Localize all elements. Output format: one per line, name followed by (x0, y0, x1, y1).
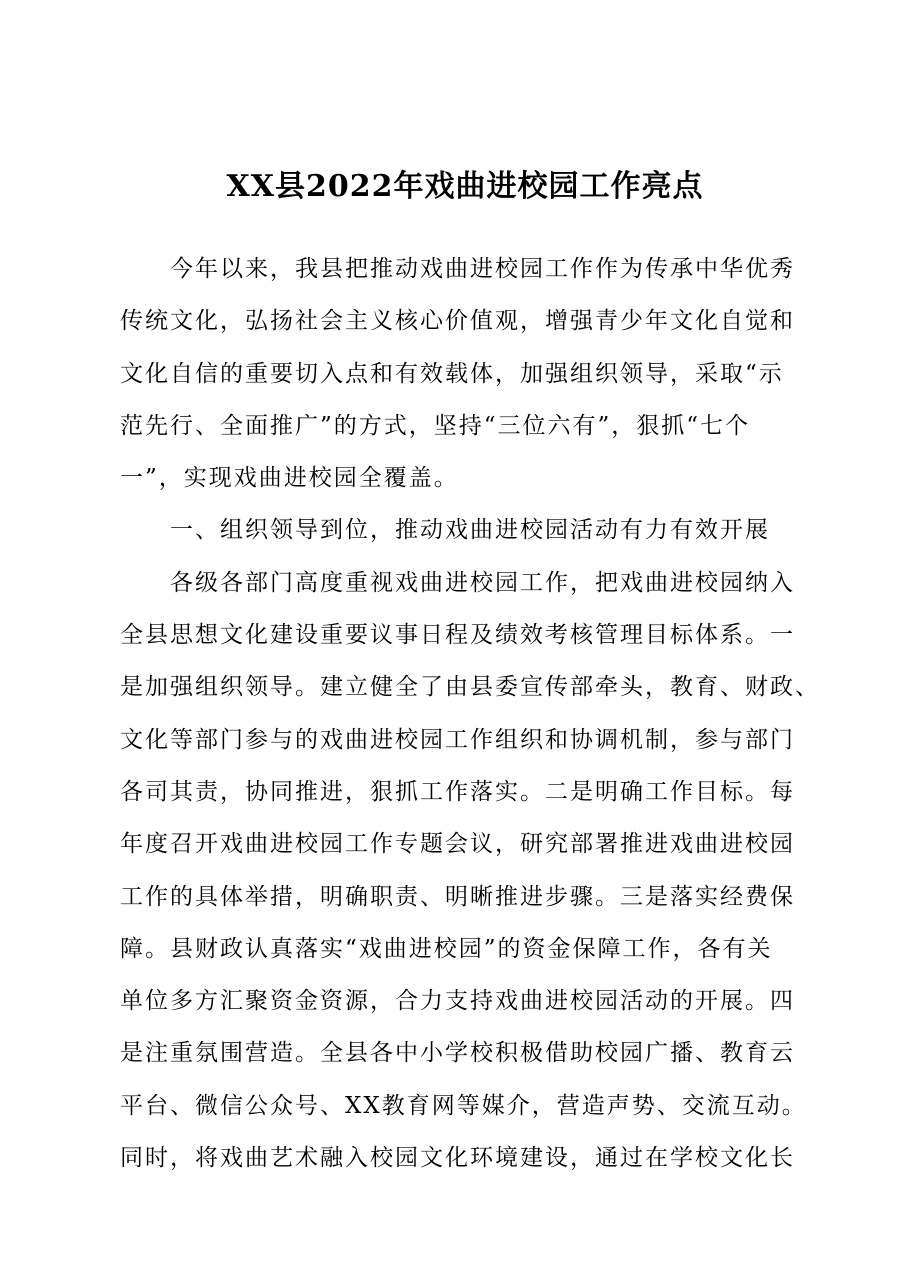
paragraph-line: 年度召开戏曲进校园工作专题会议，研究部署推进戏曲进校园 (120, 831, 795, 858)
paragraph-line: 平台、微信公众号、XX教育网等媒介，营造声势、交流互动。 (120, 1092, 807, 1119)
paragraph-line: 全县思想文化建设重要议事日程及绩效考核管理目标体系。一 (120, 622, 795, 649)
paragraph-line: 障。县财政认真落实“戏曲进校园”的资金保障工作，各有关 (120, 935, 773, 962)
document-title: XX县2022年戏曲进校园工作亮点 (226, 169, 704, 204)
paragraph-line: 各级各部门高度重视戏曲进校园工作，把戏曲进校园纳入 (170, 569, 795, 596)
paragraph-line: 同时，将戏曲艺术融入校园文化环境建设，通过在学校文化长 (120, 1145, 795, 1172)
paragraph-line: 各司其责，协同推进，狠抓工作落实。二是明确工作目标。每 (120, 778, 795, 805)
document-body (120, 243, 820, 1184)
paragraph-line: 单位多方汇聚资金资源，合力支持戏曲进校园活动的开展。四 (120, 988, 795, 1015)
paragraph-line: 一”，实现戏曲进校园全覆盖。 (120, 465, 459, 492)
paragraph-line: 是注重氛围营造。全县各中小学校积极借助校园广播、教育云 (120, 1040, 795, 1067)
paragraph-line: 文化自信的重要切入点和有效载体，加强组织领导，采取“示 (120, 360, 784, 387)
paragraph-line: 今年以来，我县把推动戏曲进校园工作作为传承中华优秀 (170, 256, 795, 282)
paragraph-line: 传统文化，弘扬社会主义核心价值观，增强青少年文化自觉和 (120, 308, 795, 335)
paragraph-line: 文化等部门参与的戏曲进校园工作组织和协调机制，参与部门 (120, 726, 795, 753)
section-heading: 一、组织领导到位，推动戏曲进校园活动有力有效开展 (170, 517, 770, 544)
paragraph-line: 是加强组织领导。建立健全了由县委宣传部牵头，教育、财政、 (120, 674, 820, 701)
paragraph-line: 工作的具体举措，明确职责、明晰推进步骤。三是落实经费保 (120, 883, 795, 910)
paragraph-line: 范先行、全面推广”的方式，坚持“三位六有”，狠抓“七个 (120, 412, 751, 439)
